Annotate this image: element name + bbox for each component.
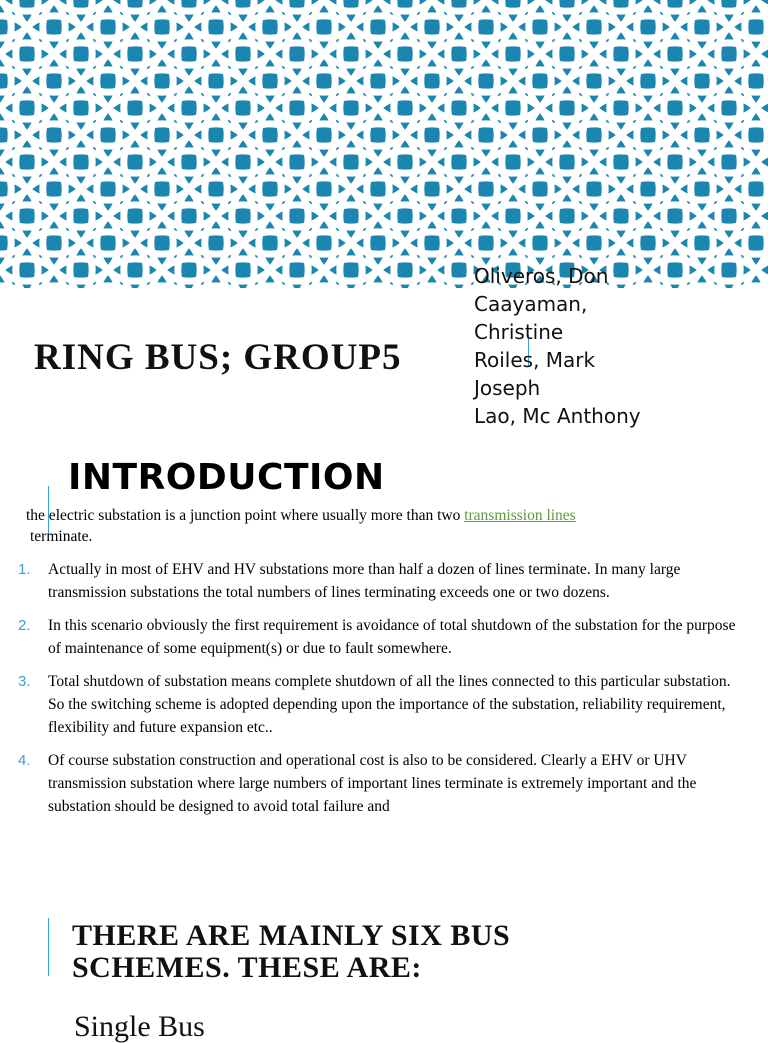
introduction-heading: INTRODUCTION — [68, 457, 385, 498]
list-item — [0, 614, 768, 660]
list-item — [0, 558, 768, 604]
slide-title: RING BUS; GROUP5 — [34, 337, 402, 378]
intro-points-list — [0, 558, 768, 828]
list-item-text: Of course substation construction and operational cost is also to be considered. Clearly a EHV or UHV transmission substation where large numbers of important lines terminate is extremely important and the substation should be designed to avoid total failure and — [48, 752, 697, 815]
list-number: 3. — [18, 673, 31, 690]
author-line: Caayaman, — [474, 292, 588, 316]
circle-pattern-graphic — [0, 0, 768, 288]
lead-text: the electric substation is a junction point where usually more than two — [26, 507, 465, 524]
list-item — [0, 749, 768, 818]
heading-line: SCHEMES. THESE ARE: — [72, 951, 422, 984]
list-item-text: Total shutdown of substation means complete shutdown of all the lines connected to this particular substation. So the switching scheme is adopted depending upon the importance of the substation, reliability requirement, flexibility and future expansion etc.. — [48, 673, 731, 736]
patterned-banner — [0, 0, 768, 288]
transmission-lines-link[interactable]: transmission lines — [464, 507, 576, 524]
author-line: Roiles, Mark — [474, 348, 596, 372]
author-line: Christine — [474, 320, 564, 344]
author-line: Lao, Mc Anthony — [474, 404, 641, 428]
list-number: 1. — [18, 561, 31, 578]
lead-text: terminate. — [30, 528, 93, 545]
list-item — [0, 670, 768, 739]
accent-line — [48, 918, 49, 976]
bus-schemes-heading — [72, 920, 510, 984]
intro-lead-paragraph — [26, 505, 746, 547]
next-item-partial: Single Bus — [74, 1010, 205, 1043]
author-list — [474, 262, 641, 430]
heading-line: THERE ARE MAINLY SIX BUS — [72, 919, 511, 952]
list-number: 4. — [18, 752, 31, 769]
author-line: Oliveros, Don — [474, 264, 609, 288]
author-line: Joseph — [474, 376, 541, 400]
list-number: 2. — [18, 617, 31, 634]
list-item-text: Actually in most of EHV and HV substations more than half a dozen of lines terminate. In many large transmission substations the total numbers of lines terminating exceeds one or two dozens. — [48, 561, 681, 601]
list-item-text: In this scenario obviously the first requirement is avoidance of total shutdown of the substation for the purpose of maintenance of some equipment(s) or due to fault somewhere. — [48, 617, 736, 657]
